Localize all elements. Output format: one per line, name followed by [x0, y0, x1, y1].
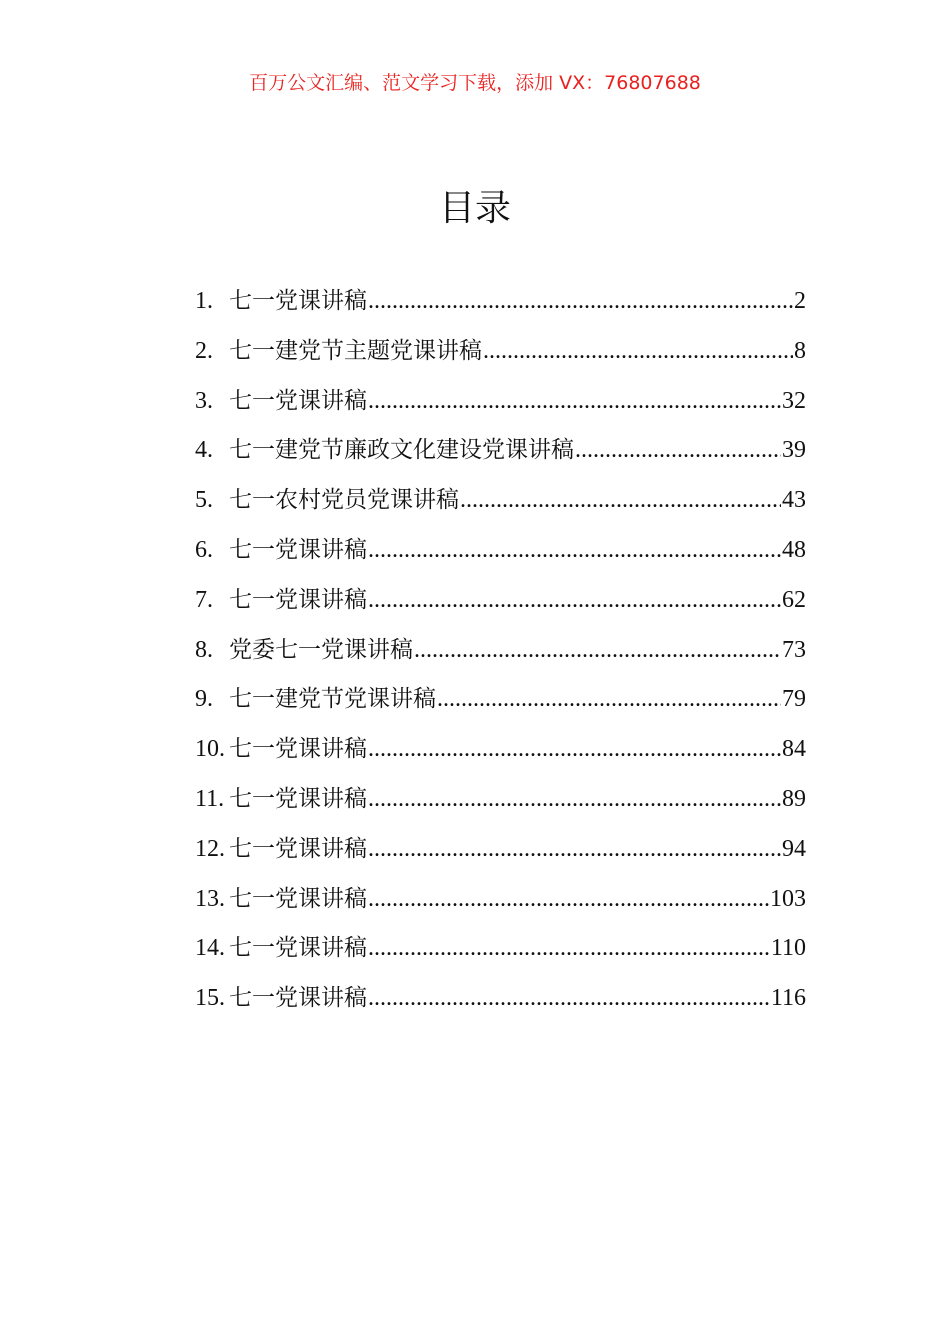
- toc-entry-page: 62: [782, 586, 806, 613]
- toc-entry-page: 116: [770, 985, 806, 1012]
- toc-entry-number: 14.: [195, 935, 225, 962]
- toc-dot-leader: [368, 587, 781, 614]
- toc-entry-page: 103: [770, 885, 806, 912]
- toc-dot-leader: [575, 437, 781, 464]
- toc-entry-page: 79: [782, 686, 806, 713]
- toc-dot-leader: [368, 786, 781, 813]
- toc-entry[interactable]: [195, 830, 806, 880]
- toc-entry-number: 12.: [195, 835, 225, 862]
- toc-entry[interactable]: [195, 382, 806, 432]
- toc-dot-leader: [368, 935, 770, 962]
- table-of-contents: [195, 282, 806, 1029]
- toc-dot-leader: [483, 338, 793, 365]
- toc-entry-title: 七一建党节廉政文化建设党课讲稿: [229, 437, 574, 464]
- toc-entry[interactable]: [195, 979, 806, 1029]
- toc-entry-number: 11.: [195, 785, 225, 812]
- toc-entry[interactable]: [195, 631, 806, 681]
- toc-entry-title: 七一党课讲稿: [229, 536, 367, 563]
- toc-entry-title: 七一党课讲稿: [229, 835, 367, 862]
- toc-entry[interactable]: [195, 581, 806, 631]
- toc-entry[interactable]: [195, 481, 806, 531]
- toc-entry-number: 4.: [195, 437, 213, 464]
- page-title: 目录: [438, 188, 511, 229]
- toc-entry-page: 73: [782, 636, 806, 663]
- toc-entry-page: 8: [794, 337, 806, 364]
- toc-entry-page: 32: [782, 387, 806, 414]
- toc-dot-leader: [437, 686, 781, 713]
- toc-entry[interactable]: [195, 929, 806, 979]
- toc-entry-number: 10.: [195, 736, 225, 763]
- toc-entry-title: 七一建党节主题党课讲稿: [229, 337, 482, 364]
- toc-entry-page: 84: [782, 736, 806, 763]
- toc-entry[interactable]: [195, 730, 806, 780]
- toc-dot-leader: [368, 836, 781, 863]
- toc-entry[interactable]: [195, 780, 806, 830]
- toc-entry-title: 七一建党节党课讲稿: [229, 686, 436, 713]
- toc-entry-page: 48: [782, 536, 806, 563]
- toc-entry[interactable]: [195, 282, 806, 332]
- toc-entry[interactable]: [195, 880, 806, 930]
- toc-dot-leader: [414, 637, 781, 664]
- toc-entry-number: 8.: [195, 636, 213, 663]
- toc-entry-title: 七一党课讲稿: [229, 736, 367, 763]
- toc-entry-title: 七一党课讲稿: [229, 935, 367, 962]
- toc-entry[interactable]: [195, 332, 806, 382]
- toc-entry-number: 9.: [195, 686, 213, 713]
- toc-dot-leader: [368, 736, 781, 763]
- toc-entry-title: 七一党课讲稿: [229, 985, 367, 1012]
- toc-entry-number: 7.: [195, 586, 213, 613]
- toc-entry-number: 5.: [195, 487, 213, 514]
- toc-dot-leader: [368, 886, 769, 913]
- toc-dot-leader: [368, 985, 770, 1012]
- toc-entry-number: 3.: [195, 387, 213, 414]
- toc-entry-title: 七一党课讲稿: [229, 387, 367, 414]
- toc-entry-page: 89: [782, 785, 806, 812]
- toc-entry-title: 七一党课讲稿: [229, 288, 367, 314]
- header-note: 百万公文汇编、范文学习下载，添加 VX：76807688: [249, 72, 701, 94]
- toc-entry[interactable]: [195, 680, 806, 730]
- toc-entry[interactable]: [195, 431, 806, 481]
- toc-entry-title: 党委七一党课讲稿: [229, 636, 413, 663]
- toc-dot-leader: [460, 487, 781, 514]
- toc-entry-page: 110: [770, 935, 806, 962]
- toc-entry-title: 七一农村党员党课讲稿: [229, 487, 459, 514]
- toc-dot-leader: [368, 288, 793, 315]
- toc-entry-title: 七一党课讲稿: [229, 885, 367, 912]
- toc-entry-page: 43: [782, 487, 806, 514]
- toc-entry-page: 39: [782, 437, 806, 464]
- toc-entry-page: 94: [782, 835, 806, 862]
- toc-entry-number: 15.: [195, 985, 225, 1012]
- toc-entry-number: 6.: [195, 536, 213, 563]
- toc-dot-leader: [368, 537, 781, 564]
- toc-dot-leader: [368, 388, 781, 415]
- toc-entry-number: 2.: [195, 337, 213, 364]
- toc-entry[interactable]: [195, 531, 806, 581]
- toc-entry-number: 1.: [195, 288, 213, 314]
- toc-entry-number: 13.: [195, 885, 225, 912]
- toc-entry-title: 七一党课讲稿: [229, 586, 367, 613]
- toc-entry-title: 七一党课讲稿: [229, 785, 367, 812]
- toc-entry-page: 2: [794, 288, 806, 314]
